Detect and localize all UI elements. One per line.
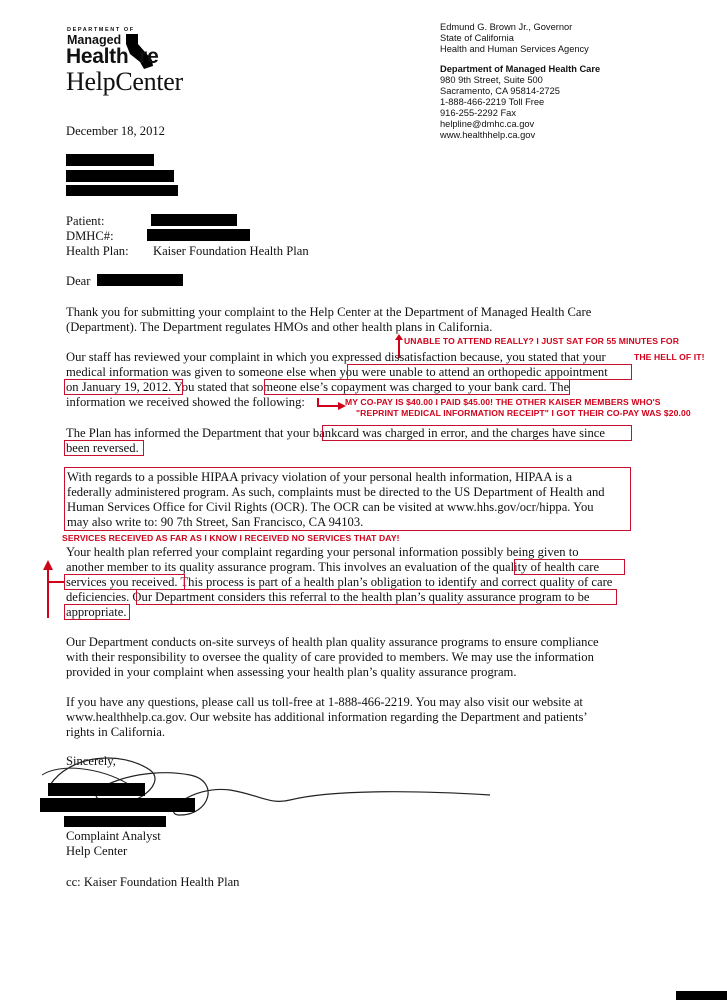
cc-line: cc: Kaiser Foundation Health Plan bbox=[66, 875, 240, 889]
redacted-address-line2 bbox=[66, 185, 178, 196]
para6-line1: Our Department conducts on-site surveys of health plan quality assurance programs to ensure compliance bbox=[66, 635, 599, 649]
logo-health-text: Health bbox=[66, 45, 129, 68]
header-state: State of California bbox=[440, 33, 514, 43]
para5-line4: deficiencies. Our Department considers this referral to the health plan’s quality assurance program to be bbox=[66, 590, 590, 604]
redacted-address-line1 bbox=[66, 170, 174, 182]
para7-line3: rights in California. bbox=[66, 725, 165, 739]
para5-line3: services you received. This process is part of a health plan’s obligation to identify and correct quality of care bbox=[66, 575, 613, 589]
para6-line3: provided in your complaint when assessing your health plan’s quality assurance program. bbox=[66, 665, 517, 679]
logo-care-text: re bbox=[139, 45, 159, 68]
scan-corner-mark bbox=[676, 991, 727, 1000]
header-fax: 916-255-2292 Fax bbox=[440, 108, 516, 118]
annotation-no-services: SERVICES RECEIVED AS FAR AS I KNOW I RECEIVED NO SERVICES THAT DAY! bbox=[62, 533, 400, 543]
highlight-been-reversed bbox=[64, 440, 144, 456]
annotation-reprint-receipt: "REPRINT MEDICAL INFORMATION RECEIPT" I GOT THEIR CO-PAY WAS $20.00 bbox=[356, 408, 691, 418]
para4-line3: Human Services Office for Civil Rights (OCR). The OCR can be visited at www.hhs.gov/ocr/hippa. You bbox=[67, 500, 594, 514]
header-web: www.healthhelp.ca.gov bbox=[440, 130, 536, 140]
header-agency: Health and Human Services Agency bbox=[440, 44, 589, 54]
header-tollfree: 1-888-466-2219 Toll Free bbox=[440, 97, 545, 107]
para1-line2: (Department). The Department regulates HMOs and other health plans in California. bbox=[66, 320, 493, 334]
header-dept-name: Department of Managed Health Care bbox=[440, 64, 601, 74]
para1-line1: Thank you for submitting your complaint to the Help Center at the Department of Managed Health Care bbox=[66, 305, 592, 319]
para7-line1: If you have any questions, please call us toll-free at 1-888-466-2219. You may also visit our website at bbox=[66, 695, 583, 709]
para4-line1: With regards to a possible HIPAA privacy violation of your personal health information, HIPAA is a bbox=[67, 470, 573, 484]
para5-line5: appropriate. bbox=[66, 605, 127, 619]
highlight-appropriate bbox=[64, 604, 130, 620]
closing: Sincerely, bbox=[66, 754, 116, 768]
annotation-unable-to-attend: UNABLE TO ATTEND REALLY? I JUST SAT FOR 55 MINUTES FOR bbox=[404, 336, 680, 346]
header-street: 980 9th Street, Suite 500 bbox=[440, 75, 543, 85]
health-plan-value: Kaiser Foundation Health Plan bbox=[153, 244, 309, 258]
redacted-analyst-name bbox=[40, 798, 195, 812]
health-plan-label: Health Plan: bbox=[66, 244, 129, 258]
annotation-hell-of-it: THE HELL OF IT! bbox=[634, 352, 705, 362]
signature-dept: Help Center bbox=[66, 844, 128, 858]
para3-line1: The Plan has informed the Department that your bankcard was charged in error, and the charges have since bbox=[66, 426, 605, 440]
highlight-referral-appropriate bbox=[136, 589, 617, 605]
annotation-copay-amount: MY CO-PAY IS $40.00 I PAID $45.00! THE OTHER KAISER MEMBERS WHO'S bbox=[345, 397, 661, 407]
redacted-dmhc-number bbox=[147, 229, 250, 241]
para4-line4: may also write to: 90 7th Street, San Francisco, CA 94103. bbox=[67, 515, 364, 529]
highlight-copayment-charged bbox=[264, 379, 570, 395]
redacted-analyst-line bbox=[64, 816, 166, 827]
highlight-services-received bbox=[64, 574, 185, 590]
highlight-bankcard-charged bbox=[322, 425, 632, 441]
redacted-signature-name bbox=[48, 783, 145, 796]
patient-label: Patient: bbox=[66, 214, 105, 228]
arrow-right-icon bbox=[316, 398, 346, 412]
para2-line4: information we received showed the following: bbox=[66, 395, 305, 409]
logo-dept-text: DEPARTMENT OF bbox=[67, 27, 135, 33]
para5-line2: another member to its quality assurance program. This involves an evaluation of the quality of health care bbox=[66, 560, 600, 574]
redacted-name bbox=[66, 154, 154, 166]
para2-line2: medical information was given to someone else when you were unable to attend an orthopedic appointment bbox=[66, 365, 608, 379]
para2-line3: on January 19, 2012. You stated that someone else’s copayment was charged to your bank card. The bbox=[66, 380, 570, 394]
redacted-recipient bbox=[97, 274, 183, 286]
dmhc-label: DMHC#: bbox=[66, 229, 114, 243]
highlight-quality-of-care bbox=[514, 559, 625, 575]
header-city: Sacramento, CA 95814-2725 bbox=[440, 86, 560, 96]
greeting: Dear bbox=[66, 274, 91, 288]
header-email: helpline@dmhc.ca.gov bbox=[440, 119, 535, 129]
header-governor: Edmund G. Brown Jr., Governor bbox=[440, 22, 573, 32]
para2-line1: Our staff has reviewed your complaint in which you expressed dissatisfaction because, you stated that your bbox=[66, 350, 606, 364]
para3-line2: been reversed. bbox=[66, 441, 139, 455]
logo-help-center-text: HelpCenter bbox=[66, 67, 183, 96]
logo-managed-text: Managed bbox=[67, 33, 122, 47]
para7-line2: www.healthhelp.ca.gov. Our website has additional information regarding the Department and patients’ bbox=[66, 710, 588, 724]
bracket-arrow-icon bbox=[42, 558, 66, 620]
highlight-unable-to-attend bbox=[347, 364, 632, 380]
redacted-patient bbox=[151, 214, 237, 226]
para5-line1: Your health plan referred your complaint regarding your personal information possibly being given to bbox=[66, 545, 579, 559]
signature-title: Complaint Analyst bbox=[66, 829, 161, 843]
letter-date: December 18, 2012 bbox=[66, 124, 165, 138]
para4-line2: federally administered program. As such, complaints must be directed to the US Department of Health and bbox=[67, 485, 605, 499]
para6-line2: with their responsibility to oversee the quality of care provided to members. We may use the information bbox=[66, 650, 594, 664]
highlight-appointment-date bbox=[64, 379, 183, 395]
